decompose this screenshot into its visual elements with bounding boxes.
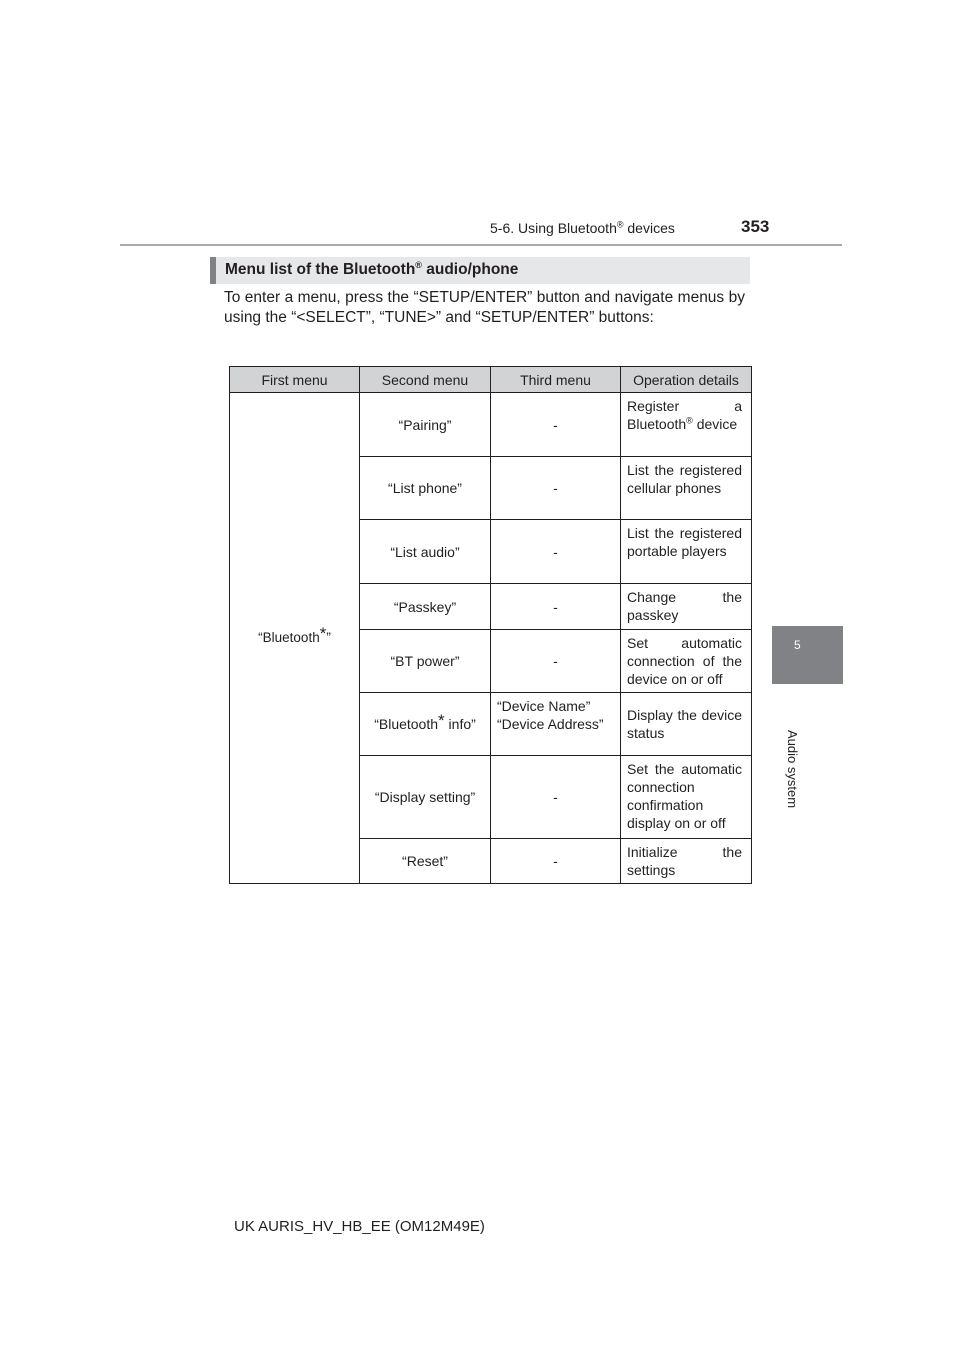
operation-detail-cell: Set automatic connection of the device on or off bbox=[621, 630, 752, 693]
third-menu-cell: - bbox=[491, 584, 621, 630]
footnote-star: * bbox=[438, 711, 445, 730]
operation-detail-cell: Set the automatic connection confirmation display on or off bbox=[621, 756, 752, 839]
heading-accent-bar bbox=[210, 257, 216, 284]
header-third-menu: Third menu bbox=[491, 367, 621, 393]
second-menu-cell: “Reset” bbox=[360, 839, 491, 884]
third-menu-line: “Device Address” bbox=[497, 716, 604, 732]
operation-detail-cell bbox=[621, 393, 752, 457]
second-menu-suffix: info” bbox=[444, 716, 476, 732]
intro-paragraph: To enter a menu, press the “SETUP/ENTER” button and navigate menus by using the “<SELECT”, “TUNE>” and “SETUP/ENTER” buttons: bbox=[224, 289, 745, 326]
chapter-label: Audio system bbox=[785, 730, 800, 809]
registered-mark: ® bbox=[616, 219, 624, 230]
first-menu-text: “Bluetooth bbox=[258, 630, 320, 645]
registered-mark: ® bbox=[415, 259, 422, 270]
section-heading bbox=[210, 257, 750, 284]
third-menu-cell: - bbox=[491, 630, 621, 693]
section-title-text: 5-6. Using Bluetooth bbox=[490, 220, 617, 236]
second-menu-text: “Bluetooth bbox=[374, 716, 439, 732]
operation-detail-cell: List the registered portable players bbox=[621, 520, 752, 584]
operation-detail-cell: Initialize the settings bbox=[621, 839, 752, 884]
detail-text: Register a Bluetooth bbox=[627, 398, 742, 432]
section-title bbox=[490, 220, 675, 236]
header-operation-details: Operation details bbox=[621, 367, 752, 393]
table-header-row bbox=[230, 367, 752, 393]
second-menu-cell bbox=[360, 693, 491, 756]
second-menu-cell: “List audio” bbox=[360, 520, 491, 584]
table-row bbox=[230, 393, 752, 457]
document-code: UK AURIS_HV_HB_EE (OM12M49E) bbox=[234, 1218, 485, 1235]
footnote-star: * bbox=[319, 624, 327, 643]
second-menu-cell: “Passkey” bbox=[360, 584, 491, 630]
third-menu-line: “Device Name” bbox=[497, 698, 591, 714]
header-first-menu: First menu bbox=[230, 367, 360, 393]
second-menu-cell: “BT power” bbox=[360, 630, 491, 693]
header-second-menu: Second menu bbox=[360, 367, 491, 393]
first-menu-cell bbox=[230, 393, 360, 884]
registered-mark: ® bbox=[686, 415, 693, 426]
operation-detail-cell: Display the device status bbox=[621, 693, 752, 756]
heading-suffix: audio/phone bbox=[421, 261, 519, 278]
third-menu-cell bbox=[491, 693, 621, 756]
second-menu-cell: “List phone” bbox=[360, 457, 491, 520]
third-menu-cell: - bbox=[491, 393, 621, 457]
chapter-tab bbox=[772, 626, 843, 684]
heading-prefix: Menu list of the Bluetooth bbox=[225, 261, 416, 278]
third-menu-cell: - bbox=[491, 839, 621, 884]
second-menu-cell: “Display setting” bbox=[360, 756, 491, 839]
header-divider bbox=[120, 244, 842, 246]
detail-suffix: device bbox=[692, 416, 738, 432]
chapter-number: 5 bbox=[794, 638, 801, 652]
page-number: 353 bbox=[741, 217, 770, 236]
heading-text bbox=[225, 261, 518, 279]
third-menu-cell: - bbox=[491, 520, 621, 584]
section-title-suffix: devices bbox=[623, 220, 675, 236]
operation-detail-cell: Change the passkey bbox=[621, 584, 752, 630]
first-menu-suffix: ” bbox=[326, 630, 331, 645]
third-menu-cell: - bbox=[491, 756, 621, 839]
operation-detail-cell: List the registered cellular phones bbox=[621, 457, 752, 520]
menu-table bbox=[229, 366, 752, 884]
second-menu-cell: “Pairing” bbox=[360, 393, 491, 457]
third-menu-cell: - bbox=[491, 457, 621, 520]
